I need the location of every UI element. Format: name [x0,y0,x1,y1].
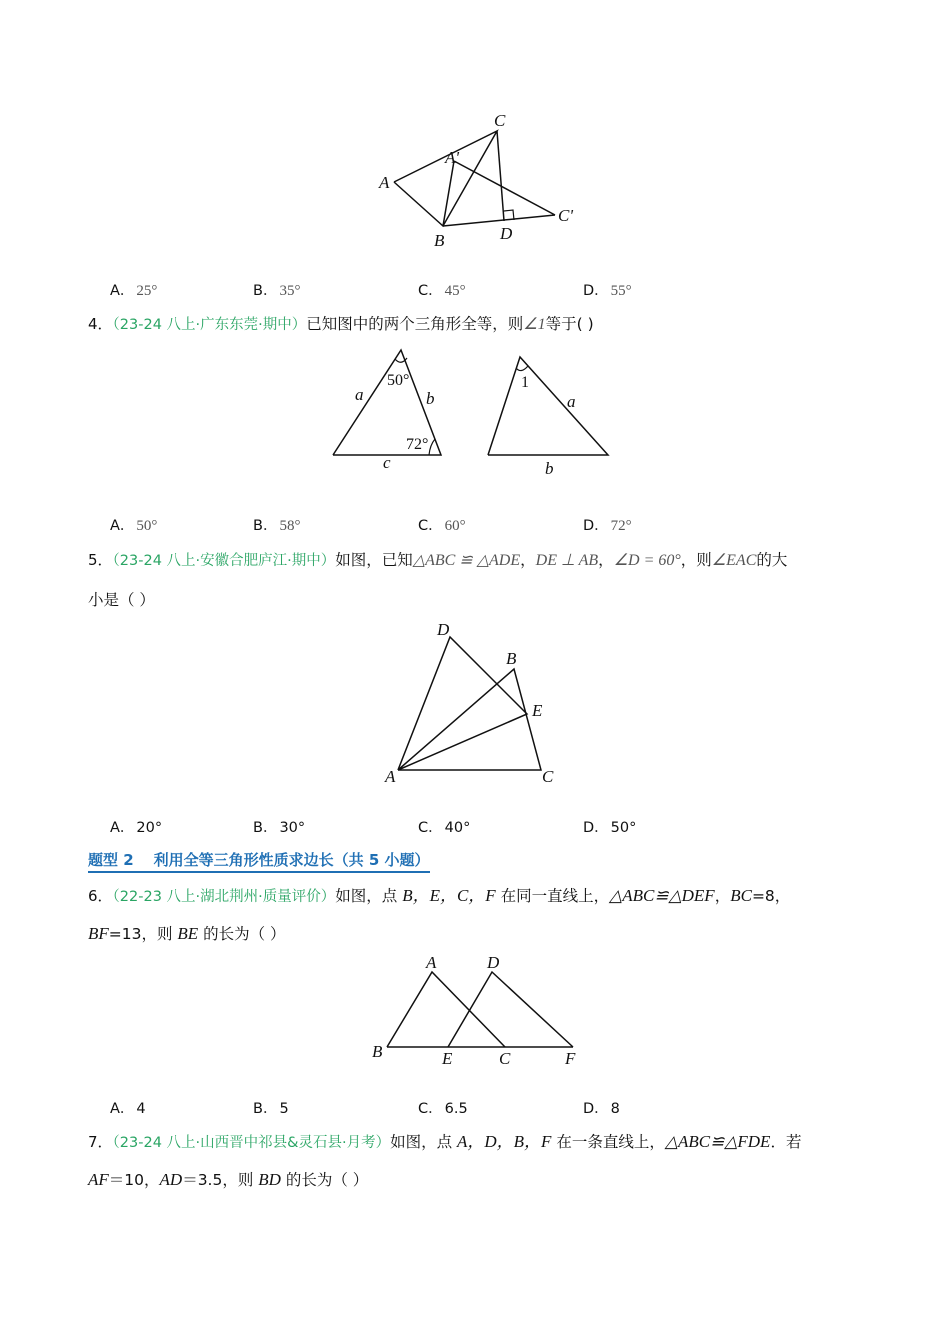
question-text: 如图，点 [335,887,403,905]
option-value: 5 [279,1101,289,1117]
option-letter: A． [110,518,135,534]
question-text: 小是（ ） [88,591,155,609]
option-letter: D． [583,820,609,836]
label-72: 72° [406,436,429,453]
segment-be: BE [177,924,199,943]
figure-q3 [370,105,590,255]
option-value: 58° [279,518,301,534]
question-number: 4． [88,315,113,333]
question-number: 7． [88,1133,113,1151]
option-value: 20° [136,820,163,836]
label-f: F [565,1049,576,1068]
angle-arc-1 [516,366,528,371]
label-c: c [383,453,391,472]
question-text: 如图，已知 [335,551,413,569]
q4-option-c[interactable] [418,514,466,535]
option-value: 35° [279,283,301,299]
question-text: ＝10， [108,1171,160,1189]
q6-option-b[interactable] [253,1097,289,1118]
perpendicular-expression: DE ⊥ AB [535,552,599,569]
q4-option-d[interactable] [583,514,632,535]
label-a: A [379,173,390,192]
points-list: A，D，B，F [457,1132,552,1151]
label-a: A [385,767,396,786]
segment-a1-c1 [454,161,555,215]
option-letter: C． [418,283,443,299]
option-value: 50° [136,518,158,534]
points-list: B，E，C，F [402,886,496,905]
label-a: a [355,385,364,404]
triangle-right [488,357,608,455]
q4-stem [88,313,594,336]
option-value: 50° [610,820,637,836]
q5-option-d[interactable] [583,816,636,837]
option-value: 60° [444,518,466,534]
segment-bf: BF [88,924,109,943]
option-value: 25° [136,283,158,299]
congruence-expression: △ABC≌△FDE [664,1132,771,1151]
q5-option-b[interactable] [253,816,305,837]
option-letter: D． [583,518,609,534]
option-letter: A． [110,1101,135,1117]
q6-stem-line1 [88,885,790,908]
q6-option-d[interactable] [583,1097,620,1118]
question-text: 的大 [756,551,788,569]
label-e: E [442,1049,453,1068]
q6-stem-line2 [88,923,286,945]
question-text: 在同一直线上， [495,887,610,905]
label-c: C [499,1049,511,1068]
q7-stem-line2 [88,1169,368,1191]
question-text: ， [520,551,536,569]
label-1: 1 [521,374,529,391]
segment-b-c1 [443,215,555,226]
label-a-prime: A' [445,148,460,167]
question-text: 的长为（ ） [198,925,286,943]
triangle-abc [387,972,505,1047]
question-source: （23-24 八上·广东东莞·期中） [112,317,307,333]
option-letter: A． [110,283,135,299]
question-text: 已知图中的两个三角形全等，则 [306,315,524,333]
angle-1: ∠1 [523,316,546,333]
option-letter: D． [583,283,609,299]
option-letter: B． [253,1101,278,1117]
option-letter: D． [583,1101,609,1117]
question-text: 如图，点 [390,1133,458,1151]
option-value: 72° [610,518,632,534]
question-text: 在一条直线上， [551,1133,665,1151]
segment-ad: AD [159,1170,183,1189]
question-text: =13，则 [108,925,178,943]
question-text: 等于( ) [545,315,594,333]
label-c: C [494,111,506,130]
option-value: 30° [279,820,306,836]
label-b: b [426,389,435,408]
figure-q4 [320,340,620,480]
option-value: 45° [444,283,466,299]
question-text: =8， [751,887,791,905]
label-50: 50° [387,372,410,389]
label-a: A [426,953,437,972]
segment-af: AF [88,1170,109,1189]
option-letter: B． [253,518,278,534]
congruence-expression: △ABC ≌ △ADE [412,552,521,569]
label-d: D [500,224,513,243]
q7-stem-line1 [88,1131,801,1154]
label-c-prime: C' [558,206,573,225]
label-b: B [506,649,517,668]
q4-option-b[interactable] [253,514,300,535]
label-c: C [542,767,554,786]
question-source: （23-24 八上·山西晋中祁县&灵石县·月考） [112,1135,391,1151]
triangle-abc [398,669,541,770]
figure-q5 [380,615,570,795]
option-letter: C． [418,518,443,534]
q5-option-c[interactable] [418,816,470,837]
label-b: B [372,1042,383,1061]
question-text: 的长为（ ） [280,1171,369,1189]
option-letter: B． [253,820,278,836]
q6-option-c[interactable] [418,1097,468,1118]
q3-option-a[interactable] [110,279,157,300]
option-letter: A． [110,820,135,836]
q4-option-a[interactable] [110,514,157,535]
question-text: ， [598,551,614,569]
section-label: 题型 2 [88,851,134,869]
option-value: 6.5 [444,1101,468,1117]
option-value: 55° [610,283,632,299]
segment-bc: BC [730,886,752,905]
section-title: 利用全等三角形性质求边长（共 5 小题） [153,851,430,869]
label-b: b [545,459,554,478]
figure-q6 [365,950,595,1075]
option-value: 4 [136,1101,146,1117]
segment-bd: BD [258,1170,281,1189]
angle-d-expression: ∠D = 60° [613,552,681,569]
q5-stem-line1 [88,549,787,572]
q3-option-c[interactable] [418,279,466,300]
question-text: ，则 [680,551,712,569]
label-e: E [532,701,543,720]
question-text: ＝3.5，则 [182,1171,259,1189]
segment-c-d [497,131,504,221]
question-text: ．若 [770,1133,802,1151]
q3-option-d[interactable] [583,279,632,300]
q5-option-a[interactable] [110,816,162,837]
angle-eac: ∠EAC [711,552,757,569]
question-number: 6． [88,887,113,905]
congruence-expression: △ABC≌△DEF [609,886,715,905]
label-d: D [487,953,500,972]
label-a: a [567,392,576,411]
question-source: （22-23 八上·湖北荆州·质量评价） [112,889,336,905]
triangle-def [448,972,573,1047]
option-value: 40° [444,820,471,836]
angle-arc-72 [429,439,435,455]
option-value: 8 [610,1101,620,1117]
q5-stem-line2 [88,589,155,611]
label-d: D [437,620,450,639]
q6-option-a[interactable] [110,1097,146,1118]
option-letter: B． [253,283,278,299]
question-text: ， [714,887,731,905]
question-source: （23-24 八上·安徽合肥庐江·期中） [112,553,336,569]
q3-option-b[interactable] [253,279,300,300]
label-b: B [434,231,445,250]
question-number: 5． [88,551,113,569]
section-heading [88,849,430,873]
option-letter: C． [418,820,443,836]
option-letter: C． [418,1101,443,1117]
